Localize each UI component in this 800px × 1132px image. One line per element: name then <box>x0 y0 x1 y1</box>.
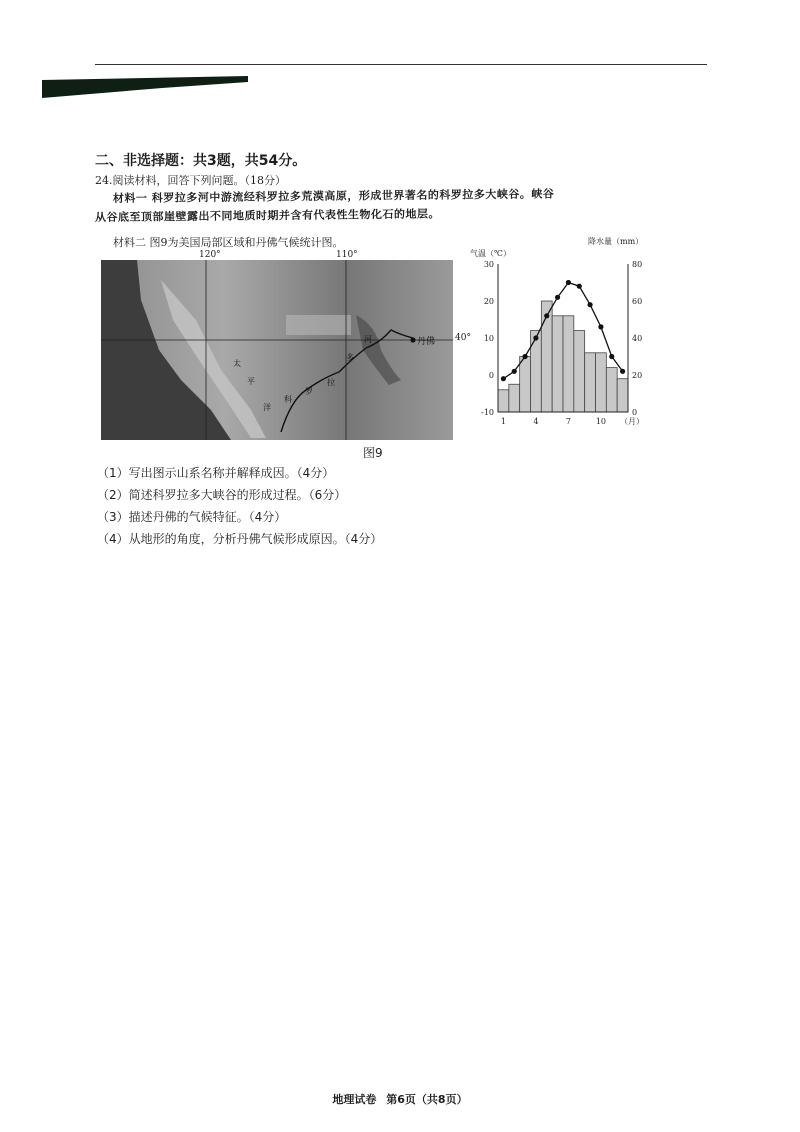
scan-shadow-bar <box>42 74 248 98</box>
sub-question-2: （2）简述科罗拉多大峡谷的形成过程。（6分） <box>97 488 347 502</box>
temperature-point <box>555 295 560 300</box>
river-char-3: 拉 <box>327 378 335 387</box>
material-2: 材料二 图9为美国局部区域和丹佛气候统计图。 <box>113 236 344 249</box>
temp-tick-label: 10 <box>483 334 494 343</box>
river-char-5: 河 <box>364 335 372 344</box>
month-tick-label: 4 <box>533 417 539 426</box>
precip-tick-label: 0 <box>632 408 638 417</box>
sub-question-4: （4）从地形的角度，分析丹佛气候形成原因。（4分） <box>97 532 383 546</box>
temperature-point <box>501 376 506 381</box>
precip-bar <box>574 331 585 412</box>
precip-tick-label: 80 <box>632 260 643 269</box>
temperature-point <box>566 280 571 285</box>
page-footer <box>0 1091 800 1107</box>
river-char-4: 多 <box>346 353 354 362</box>
precip-tick-label: 60 <box>632 297 643 306</box>
figure-label: 图9 <box>363 446 383 460</box>
temp-tick-label: 0 <box>488 371 494 380</box>
precip-bar <box>498 390 509 412</box>
temperature-point <box>522 354 527 359</box>
precip-bar <box>531 331 542 412</box>
section-title: 二、非选择题：共3题，共54分。 <box>95 153 307 169</box>
temperature-point <box>512 369 517 374</box>
temperature-point <box>533 335 538 340</box>
temperature-point <box>609 354 614 359</box>
ocean-char-2: 平 <box>247 377 255 386</box>
denver-marker <box>410 337 415 342</box>
us-region-map <box>101 260 453 440</box>
footer-page: 第6页（共8页） <box>386 1093 468 1106</box>
month-tick-label: 1 <box>500 417 506 426</box>
material-1-line-1: 材料一 科罗拉多河中游流经科罗拉多荒漠高原，形成世界著名的科罗拉多大峡谷。峡谷 <box>112 187 555 205</box>
denver-label: 丹佛 <box>417 337 436 347</box>
material-1-line-2: 从谷底至顶部崖壁露出不同地质时期并含有代表性生物化石的地层。 <box>94 207 441 224</box>
temperature-point <box>587 302 592 307</box>
precip-bar <box>617 379 628 412</box>
month-tick-label: 10 <box>595 417 607 426</box>
precip-bar <box>509 384 520 412</box>
precip-bar <box>520 357 531 413</box>
precip-axis-title: 降水量（mm） <box>588 237 644 246</box>
temperature-point <box>544 313 549 318</box>
temp-axis-title: 气温（℃） <box>470 249 511 258</box>
longitude-110-label: 110° <box>336 250 358 260</box>
latitude-40-label: 40° <box>455 333 471 343</box>
ocean-char-3: 洋 <box>263 403 271 412</box>
temp-tick-label: 30 <box>483 260 494 269</box>
plot-area <box>481 260 644 426</box>
denver-climate-chart <box>470 232 670 432</box>
precip-bar <box>606 368 617 412</box>
sub-question-3: （3）描述丹佛的气候特征。（4分） <box>97 510 287 524</box>
precip-bar <box>585 353 596 412</box>
temperature-point <box>577 284 582 289</box>
sub-question-1: （1）写出图示山系名称并解释成因。（4分） <box>97 466 335 480</box>
footer-subject: 地理试卷 <box>332 1093 377 1106</box>
precip-tick-label: 20 <box>632 371 643 380</box>
month-tick-label: 7 <box>565 417 571 426</box>
river-char-2: 罗 <box>305 387 313 396</box>
temperature-point <box>620 369 625 374</box>
river-char-1: 科 <box>284 395 292 404</box>
precip-bar <box>552 316 563 412</box>
longitude-120-label: 120° <box>199 250 221 260</box>
precip-tick-label: 40 <box>632 334 643 343</box>
ocean-char-1: 太 <box>233 359 241 368</box>
temp-tick-label: -10 <box>481 408 494 417</box>
plateau-area <box>286 315 351 335</box>
precip-bar <box>596 353 607 412</box>
precip-bar <box>563 316 574 412</box>
temp-tick-label: 20 <box>483 297 494 306</box>
temperature-point <box>598 324 603 329</box>
top-rule <box>95 64 707 65</box>
question-header: 24.阅读材料，回答下列问题。（18分） <box>95 174 286 187</box>
month-unit-label: （月） <box>620 417 644 426</box>
